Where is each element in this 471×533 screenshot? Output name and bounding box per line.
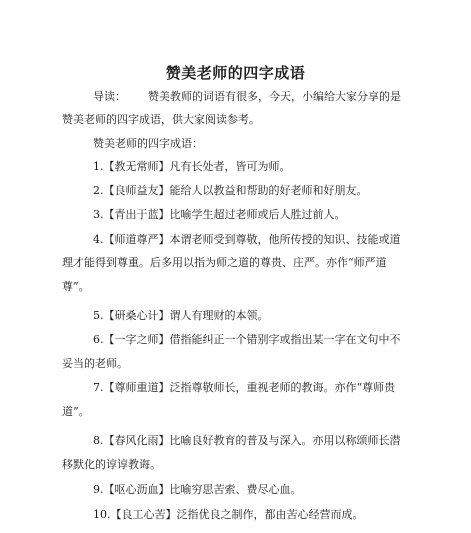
item-number: 1.	[93, 160, 104, 173]
item-definition: 比喻穷思苦索、费尽心血。	[169, 483, 302, 496]
list-item	[93, 508, 413, 522]
item-definition: 本谓老师受到尊敬，他所传授的知识、技能或道	[169, 233, 401, 246]
list-item	[93, 309, 413, 323]
item-definition: 泛指优良之制作，都由苦心经营而成。	[176, 508, 364, 521]
item-definition: 凡有长处者，皆可为师。	[169, 160, 291, 173]
item-continuation: 理才能得到尊重。后多用以指为师之道的尊贵、庄严。亦作“师严道	[62, 256, 387, 269]
item-definition: 能给人以教益和帮助的好老师和好朋友。	[169, 184, 368, 197]
item-number: 3.	[93, 208, 104, 221]
item-definition: 比喻良好教育的普及与深入。亦用以称颂师长潜	[169, 434, 401, 447]
item-number: 7.	[93, 381, 104, 394]
item-term: 【良工心苦】	[110, 508, 177, 521]
list-item	[93, 233, 413, 247]
item-continuation: 道”。	[62, 405, 90, 418]
list-heading: 赞美老师的四字成语：	[93, 137, 203, 150]
item-term: 【研桑心计】	[103, 309, 170, 322]
item-continuation: 妥当的老师。	[62, 357, 128, 370]
item-number: 5.	[93, 309, 104, 322]
item-term: 【青出于蓝】	[103, 208, 170, 221]
item-definition: 谓人有理财的本领。	[169, 309, 269, 322]
item-definition: 比喻学生超过老师或后人胜过前人。	[169, 208, 346, 221]
list-item	[93, 381, 413, 395]
list-item	[93, 208, 413, 222]
item-term: 【师道尊严】	[103, 233, 170, 246]
list-item	[93, 333, 413, 347]
intro-line-2: 赞美老师的四字成语，供大家阅读参考。	[62, 113, 260, 126]
item-definition: 借指能纠正一个错别字或指出某一字在文句中不	[169, 333, 401, 346]
item-number: 2.	[93, 184, 104, 197]
item-number: 4.	[93, 233, 104, 246]
item-number: 9.	[93, 483, 104, 496]
intro-line-1	[93, 90, 413, 104]
list-item	[93, 160, 413, 174]
item-definition: 泛指尊敬师长，重视老师的教诲。亦作“尊师贵	[169, 381, 396, 394]
item-term: 【一字之师】	[103, 333, 170, 346]
item-number: 10.	[93, 508, 111, 521]
item-term: 【春风化雨】	[103, 434, 170, 447]
item-number: 8.	[93, 434, 104, 447]
item-term: 【良师益友】	[103, 184, 170, 197]
item-continuation: 尊”。	[62, 280, 90, 293]
item-number: 6.	[93, 333, 104, 346]
item-term: 【尊师重道】	[103, 381, 170, 394]
intro-label: 导读：	[93, 90, 126, 103]
item-term: 【教无常师】	[103, 160, 170, 173]
page-title: 赞美老师的四字成语	[165, 64, 306, 82]
item-term: 【呕心沥血】	[103, 483, 170, 496]
list-item	[93, 434, 413, 448]
intro-text-1: 赞美教师的词语有很多，今天，小编给大家分享的是	[148, 90, 401, 103]
item-continuation: 移默化的谆谆教诲。	[62, 458, 161, 471]
list-item	[93, 184, 413, 198]
list-item	[93, 483, 413, 497]
